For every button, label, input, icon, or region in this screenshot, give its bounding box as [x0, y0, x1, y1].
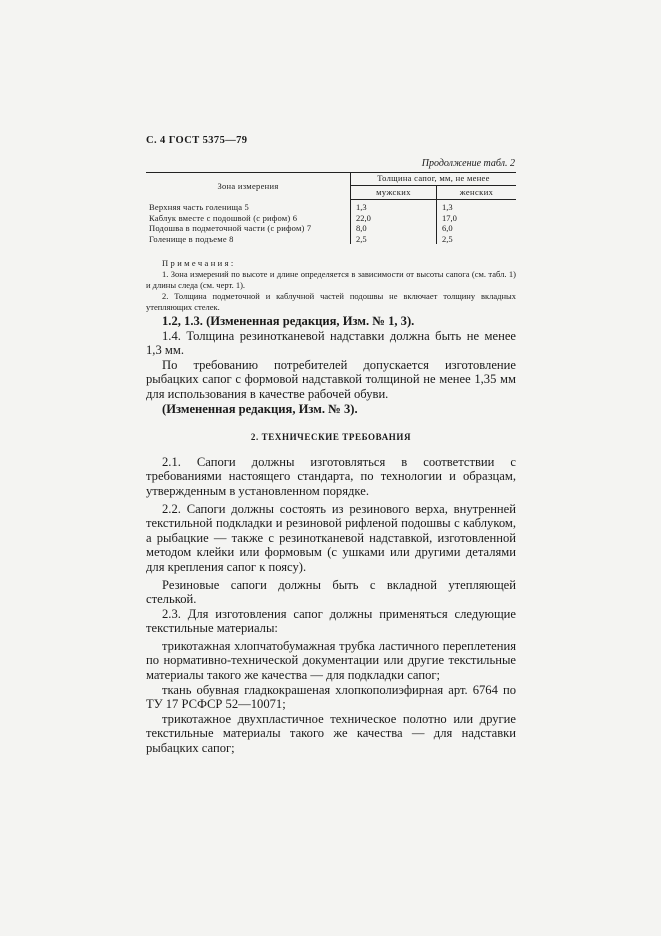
paragraph: 2.3. Для изготовления сапог должны применяться следующие текстильные материалы: — [146, 606, 516, 636]
note-item: 2. Толщина подметочной и каблучной частей подошвы не включает толщину вкладных утепляющих стелек. — [146, 291, 516, 312]
table-caption: Продолжение табл. 2 — [421, 158, 515, 169]
paragraph: Резиновые сапоги должны быть с вкладной утепляющей стелькой. — [146, 577, 516, 607]
table-row — [146, 200, 516, 213]
table-notes — [146, 258, 516, 313]
column-header-thickness: Толщина сапог, мм, не менее — [351, 173, 517, 186]
men-value-cell: 1,3 — [351, 200, 437, 213]
zone-cell: Верхняя часть голенища 5 — [146, 200, 351, 213]
thickness-table — [146, 172, 516, 244]
zone-cell: Подошва в подметочной части (с рифом) 7 — [146, 223, 351, 234]
women-value-cell: 17,0 — [442, 212, 457, 223]
paragraph: 2.1. Сапоги должны изготовляться в соответствии с требованиями настоящего стандарта, по технологии и образцам, утвержденным в установленном порядке. — [146, 454, 516, 498]
men-value-cell: 22,0 — [351, 213, 437, 224]
women-value-cell: 2,5 — [442, 233, 453, 244]
women-value-cell: 1,3 — [442, 202, 453, 212]
paragraph: По требованию потребителей допускается изготовление рыбацких сапог с формовой надставкой толщиной не менее 1,35 мм для использования в качестве рабочей обуви. — [146, 357, 516, 401]
men-value-cell: 2,5 — [351, 234, 437, 245]
paragraph: трикотажное двухпластичное техническое полотно или другие текстильные материалы такого же качества — для надставки рыбацких сапог; — [146, 711, 516, 756]
paragraph: ткань обувная гладкокрашеная хлопкополиэфирная арт. 6764 по ТУ 17 РСФСР 52—10071; — [146, 682, 516, 712]
zone-cell: Голенище в подъеме 8 — [146, 234, 351, 245]
paragraph: 1.4. Толщина резинотканевой надставки должна быть не менее 1,3 мм. — [146, 328, 516, 358]
table-row — [146, 223, 516, 234]
paragraph: (Измененная редакция, Изм. № 3). — [162, 401, 358, 416]
paragraph: трикотажная хлопчатобумажная трубка ластичного переплетения по нормативно-технической документации или другие текстильные материалы такого же качества — для подкладки сапог; — [146, 638, 516, 683]
notes-title: Примечания: — [162, 258, 236, 268]
table-row — [146, 213, 516, 224]
women-value-cell: 6,0 — [442, 223, 453, 233]
page-header: С. 4 ГОСТ 5375—79 — [146, 135, 248, 146]
men-value-cell: 8,0 — [351, 223, 437, 234]
column-header-women: женских — [437, 186, 517, 200]
table-row — [146, 234, 516, 245]
paragraph: 1.2, 1.3. (Измененная редакция, Изм. № 1, 3). — [162, 314, 415, 328]
paragraph: 2.2. Сапоги должны состоять из резинового верха, внутренней текстильной подкладки и резиновой рифленой подошвы с каблуком, а рыбацкие — также с резинотканевой надставкой, изготовленной методом клейки или формовым (с ушками или другими деталями для крепления сапог к поясу). — [146, 501, 516, 574]
document-body — [146, 314, 516, 756]
note-item: 1. Зона измерений по высоте и длине определяется в зависимости от высоты сапога (см. табл. 1) и длины следа (см. черт. 1). — [146, 269, 516, 290]
section-title: 2. ТЕХНИЧЕСКИЕ ТРЕБОВАНИЯ — [250, 432, 412, 443]
zone-cell: Каблук вместе с подошвой (с рифом) 6 — [146, 213, 351, 224]
column-header-men: мужских — [351, 186, 437, 200]
column-header-zone: Зона измерения — [146, 173, 351, 200]
